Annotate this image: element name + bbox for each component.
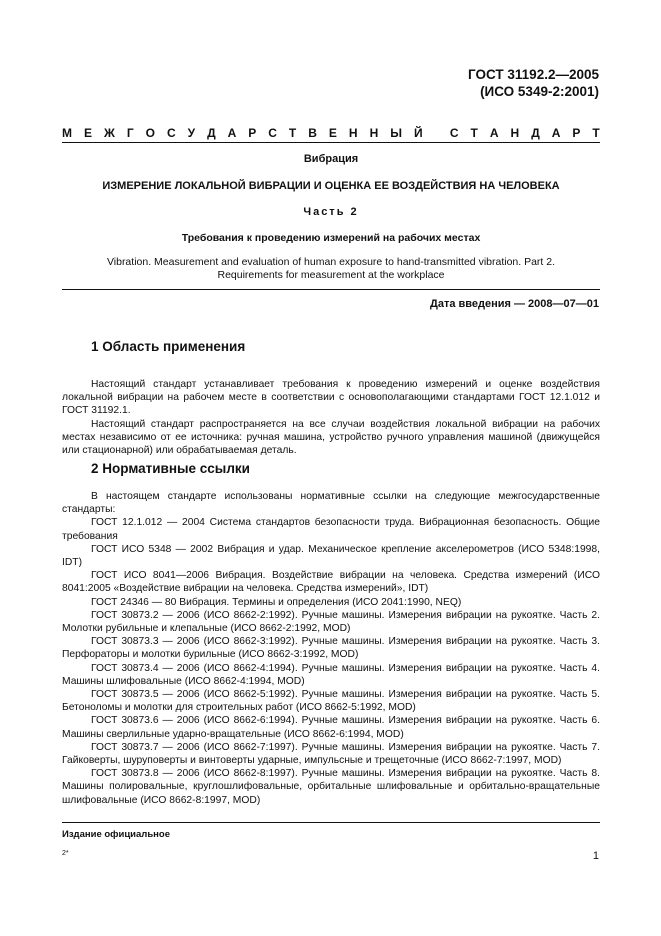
heading-letter: Т (470, 126, 478, 140)
reference-item: ГОСТ 30873.6 — 2006 (ИСО 8662-6:1994). Ручные машины. Измерения вибрации на рукоятке. Часть 6. Машины сверлильные ударно-вращательные (ИСО 8662-6:1994, MOD) (62, 715, 600, 740)
title-subject: Вибрация (303, 153, 359, 165)
standard-type-heading (62, 126, 600, 140)
title-english-line-2: Requirements for measurement at the workplace (217, 269, 445, 281)
title-english (62, 256, 600, 282)
heading-letter: А (489, 126, 499, 140)
paragraph: Настоящий стандарт распространяется на все случаи воздействия локальной вибрации на рабочих местах независимо от ее источника: ручная машина, устройство ручного управления машиной (движущейся или стационарной) или обрабатываемая деталь. (62, 418, 600, 457)
heading-letter: Н (348, 126, 358, 140)
heading-letter: Е (328, 126, 337, 140)
heading-letter: Ж (103, 126, 115, 140)
reference-item: ГОСТ 24346 — 80 Вибрация. Термины и определения (ИСО 2041:1990, NEQ) (91, 596, 462, 608)
heading-letter: С (166, 126, 176, 140)
heading-letter: С (268, 126, 277, 140)
paragraph: Настоящий стандарт устанавливает требования к проведению измерений и оценке воздействия локальной вибрации на рабочем месте в соответствии с основополагающими стандартами ГОСТ 12.1.012 и ГОСТ 31192.1. (62, 379, 600, 417)
title-main: ИЗМЕРЕНИЕ ЛОКАЛЬНОЙ ВИБРАЦИИ И ОЦЕНКА ЕЕ ВОЗДЕЙСТВИЯ НА ЧЕЛОВЕКА (102, 180, 560, 192)
iso-code: (ИСО 5349-2:2001) (480, 84, 599, 99)
page-number: 1 (592, 850, 599, 862)
heading-letter: Р (572, 126, 581, 140)
header-rule (62, 142, 600, 143)
sheet-mark: 2* (62, 850, 69, 857)
reference-item: ГОСТ 30873.8 — 2006 (ИСО 8662-8:1997). Ручные машины. Измерения вибрации на рукоятке. Часть 8. Машины полировальные, круглошлифовальные, орбитальные шлифовальные и орбитально-вращательные шлифовальные (ИСО 8662-8:1997, MOD) (62, 768, 600, 806)
title-english-line-1: Vibration. Measurement and evaluation of human exposure to hand-transmitted vibration. Part 2. (106, 256, 556, 268)
reference-item: ГОСТ ИСО 5348 — 2002 Вибрация и удар. Механическое крепление акселерометров (ИСО 5348:1998, IDT) (62, 543, 600, 569)
heading-letter: Н (369, 126, 379, 140)
heading-letter: М (62, 126, 72, 140)
heading-letter: Т (288, 126, 297, 140)
reference-item: ГОСТ 30873.2 — 2006 (ИСО 8662-2:1992). Ручные машины. Измерения вибрации на рукоятке. Часть 2. Молотки рубильные и клепальные (ИСО 8662-2:1992, MOD) (62, 609, 600, 635)
section-2-heading: 2 Нормативные ссылки (91, 461, 250, 476)
heading-letter: Т (592, 126, 600, 140)
reference-item: ГОСТ ИСО 8041—2006 Вибрация. Воздействие вибрации на человека. Средства измерений (ИСО 8041:2005 «Воздействие вибрации на человека. Средства измерений», IDT) (62, 570, 600, 595)
reference-item: ГОСТ 30873.3 — 2006 (ИСО 8662-3:1992). Ручные машины. Измерения вибрации на рукоятке. Часть 3. Перфораторы и молотки бурильные (ИСО 8662-3:1992, MOD) (62, 636, 600, 661)
heading-letter: Ы (390, 126, 402, 140)
heading-letter: А (227, 126, 237, 140)
heading-letter: Д (207, 126, 216, 140)
document-code (468, 66, 599, 100)
heading-letter: Д (531, 126, 540, 140)
reference-item: ГОСТ 30873.4 — 2006 (ИСО 8662-4:1994). Ручные машины. Измерения вибрации на рукоятке. Часть 4. Машины шлифовальные (ИСО 8662-4:1994, MOD) (62, 662, 600, 687)
footer-rule (62, 822, 600, 823)
heading-letter: В (308, 126, 317, 140)
heading-letter: Г (126, 126, 134, 140)
reference-item: ГОСТ 12.1.012 — 2004 Система стандартов безопасности труда. Вибрационная безопасность. Общие требования (62, 517, 600, 542)
heading-letter: Н (510, 126, 520, 140)
heading-letter: Е (83, 126, 92, 140)
reference-item: ГОСТ 30873.5 — 2006 (ИСО 8662-5:1992). Ручные машины. Измерения вибрации на рукоятке. Часть 5. Бетоноломы и молотки для строительных работ (ИСО 8662-5:1992, MOD) (62, 689, 600, 714)
heading-letter: Й (413, 126, 423, 140)
paragraph: В настоящем стандарте использованы нормативные ссылки на следующие межгосударственные стандарты: (62, 491, 600, 516)
heading-letter: Р (248, 126, 257, 140)
heading-letter: О (145, 126, 155, 140)
section-2-body (62, 490, 600, 807)
title-part: Часть 2 (303, 206, 359, 218)
title-subtitle: Требования к проведению измерений на рабочих местах (181, 232, 481, 244)
introduction-date: Дата введения — 2008—07—01 (430, 298, 599, 310)
edition-label: Издание официальное (62, 829, 170, 840)
section-1-heading: 1 Область применения (91, 339, 246, 354)
heading-letter: С (449, 126, 459, 140)
section-1-body (62, 378, 600, 457)
gost-code: ГОСТ 31192.2—2005 (468, 67, 599, 82)
title-rule (62, 289, 600, 290)
heading-letter (435, 126, 438, 140)
reference-item: ГОСТ 30873.7 — 2006 (ИСО 8662-7:1997). Ручные машины. Измерения вибрации на рукоятке. Часть 7. Гайковерты, шуруповерты и винтоверты ударные, импульсные и трещеточные (ИСО 8662-7:1997, MOD) (62, 741, 600, 767)
heading-letter: У (187, 126, 196, 140)
heading-letter: А (551, 126, 561, 140)
